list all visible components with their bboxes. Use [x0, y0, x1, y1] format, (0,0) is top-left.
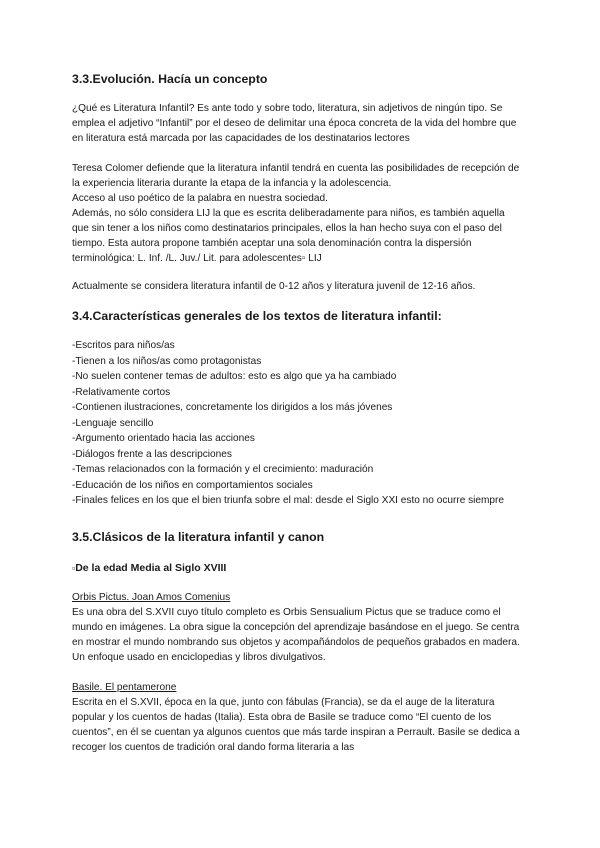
subheading-edad-media — [72, 562, 226, 574]
subheading-text: De la edad Media al Siglo XVIII — [75, 562, 227, 574]
list-item: -Relativamente cortos — [72, 386, 171, 398]
list-item: -Temas relacionados con la formación y el crecimiento: maduración — [72, 464, 374, 475]
line-acceso-uso-poetico: Acceso al uso poético de la palabra en nuestra sociedad. — [72, 193, 328, 204]
caracteristicas-list — [72, 338, 522, 509]
work-title-pentamerone: Basile. El pentamerone — [72, 682, 177, 693]
heading-evolucion: 3.3.Evolución. Hacía un concepto — [72, 72, 268, 86]
work-orbis-pictus — [72, 590, 522, 665]
list-item: -Argumento orientado hacia las acciones — [72, 433, 255, 444]
line-colomer-definicion: Teresa Colomer defiende que la literatura infantil tendrá en cuenta las posibilidades de recepción de la experiencia literaria durante la etapa de la infancia y la adolescencia. — [72, 163, 520, 189]
heading-caracteristicas: 3.4.Características generales de los textos de literatura infantil: — [72, 309, 442, 323]
heading-clasicos: 3.5.Clásicos de la literatura infantil y canon — [72, 530, 325, 544]
paragraph-que-es-literatura-infantil: ¿Qué es Literatura Infantil? Es ante todo y sobre todo, literatura, sin adjetivos de ningún tipo. Se emplea el adjetivo “Infantil” por el deseo de delimitar una época concreta de la vida del hombre que en literatura está marcada por las capacidades de los destinatarios lectores — [72, 103, 517, 144]
list-item: -Escritos para niños/as — [72, 340, 175, 351]
list-item: -Diálogos frente a las descripciones — [72, 448, 232, 460]
work-title-orbis-pictus: Orbis Pictus. Joan Amos Comenius — [72, 592, 231, 603]
work-text-orbis-pictus: Es una obra del S.XVII cuyo título completo es Orbis Sensualium Pictus que se traduce como el mundo en imágenes. La obra sigue la concepción del aprendizaje basándose en el juego. Se centra en mostrar el mundo nombrando sus objetos y acompañándolos de pequeños grabados en madera. Un enfoque usado en enciclopedias y libros divulgativos. — [72, 607, 520, 663]
paragraph-actualmente: Actualmente se considera literatura infantil de 0-12 años y literatura juvenil de 12-16 años. — [72, 281, 476, 292]
work-text-pentamerone: Escrita en el S.XVII, época en la que, junto con fábulas (Francia), se da el auge de la literatura popular y los cuentos de hadas (Italia). Esta obra de Basile se traduce como “El cuento de los cuentos”, en él se cuentan ya algunos cuentos que más tarde inspiran a Perrault. Basile se dedica a recoger los cuentos de tradición oral dando forma literaria a las — [72, 697, 520, 753]
line-ademas-lij: Además, no sólo considera LIJ la que es escrita deliberadamente para niños, es también aquella que sin tener a los niños como destinatarios principales, ellos la han hecho suya con el paso del tiempo. Esta autora propone también aceptar una sola denominación contra la dispersión terminológica: L. Inf. /L. Juv./ Lit. para adolescentes▫ LIJ — [72, 208, 505, 264]
list-item: -Tienen a los niños/as como protagonistas — [72, 355, 262, 367]
paragraph-teresa-colomer — [72, 161, 522, 266]
list-item: -Finales felices en los que el bien triunfa sobre el mal: desde el Siglo XXI esto no ocurre siempre — [72, 495, 505, 506]
list-item: -No suelen contener temas de adultos: esto es algo que ya ha cambiado — [72, 371, 397, 382]
list-item: -Contienen ilustraciones, concretamente los dirigidos a los más jóvenes — [72, 402, 393, 413]
work-pentamerone — [72, 680, 522, 755]
list-item: -Lenguaje sencillo — [72, 417, 154, 429]
list-item: -Educación de los niños en comportamientos sociales — [72, 479, 313, 491]
square-bullet-icon: ▫ — [72, 563, 76, 573]
